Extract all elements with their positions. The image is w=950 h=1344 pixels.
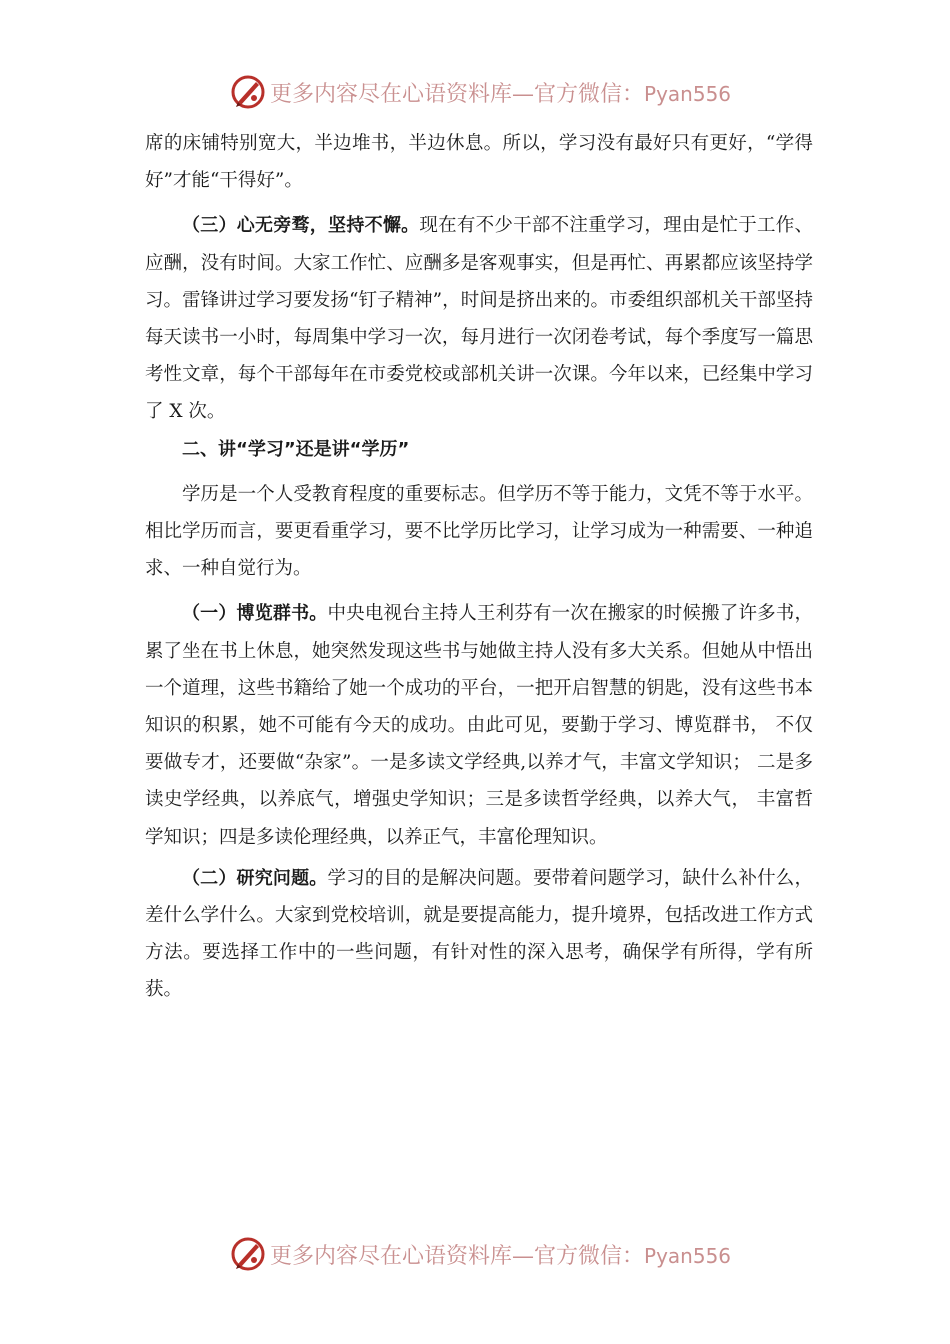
section-heading-2: 二、讲“学习”还是讲“学历” [182, 438, 410, 460]
header-banner [230, 74, 750, 110]
paragraph-1: 席的床铺特别宽大，半边堆书，半边休息。所以，学习没有最好只有更好，“学得好”才能“干得好”。 [145, 133, 813, 192]
paragraph-5 [145, 860, 813, 1009]
header-banner-dash: — [512, 81, 535, 107]
pen-logo-icon [230, 1236, 266, 1272]
pen-logo-icon [230, 74, 266, 110]
paragraph-4 [145, 595, 813, 855]
document-body [145, 125, 813, 1009]
footer-banner-dash: — [512, 1243, 535, 1269]
paragraph-4-text: 中央电视台主持人王利芬有一次在搬家的时候搬了许多书，累了坐在书上休息，她突然发现这些书与她做主持人没有多大关系。但她从中悟出一个道理，这些书籍给了她一个成功的平台，一把开启智慧的钥匙，没有这些书本知识的积累，她不可能有今天的成功。由此可见，要勤于学习、博览群书， 不仅要做专才，还要做“杂家”。一是多读文学经典,以养才气，丰富文学知识； 二是多读史学经典，以养底气，增强史学知识；三是多读哲学经典，以养大气， 丰富哲学知识；四是多读伦理经典，以养正气，丰富伦理知识。 [145, 603, 813, 848]
footer-banner-cn: 更多内容尽在心语资料库 [270, 1243, 513, 1269]
footer-banner-wechat: 官方微信： [534, 1243, 645, 1269]
header-banner-id: Pyan556 [644, 81, 732, 106]
paragraph-2-lead: （三）心无旁骛，坚持不懈。 [182, 215, 420, 237]
paragraph-5-text: 学习的目的是解决问题。要带着问题学习，缺什么补什么，差什么学什么。大家到党校培训，就是要提高能力，提升境界，包括改进工作方式方法。要选择工作中的一些问题，有针对性的深入思考，确保学有所得，学有所获。 [145, 867, 813, 1001]
paragraph-3: 学历是一个人受教育程度的重要标志。但学历不等于能力，文凭不等于水平。相比学历而言，要更看重学习，要不比学历比学习，让学习成为一种需要、一种追求、一种自觉行为。 [145, 483, 813, 580]
paragraph-2 [145, 207, 813, 430]
footer-banner [230, 1236, 750, 1272]
paragraph-4-lead: （一）博览群书。 [182, 603, 328, 625]
footer-banner-text [270, 1239, 731, 1270]
paragraph-2-text: 现在有不少干部不注重学习，理由是忙于工作、应酬，没有时间。大家工作忙、应酬多是客观事实，但是再忙、再累都应该坚持学习。雷锋讲过学习要发扬“钉子精神”，时间是挤出来的。市委组织部机关干部坚持每天读书一小时，每周集中学习一次，每月进行一次闭卷考试，每个季度写一篇思考性文章，每个干部每年在市委党校或部机关讲一次课。今年以来，已经集中学习了 X 次。 [145, 215, 813, 423]
header-banner-cn: 更多内容尽在心语资料库 [270, 81, 513, 107]
header-banner-wechat: 官方微信： [534, 81, 645, 107]
header-banner-text [270, 77, 731, 108]
paragraph-5-lead: （二）研究问题。 [182, 867, 328, 889]
footer-banner-id: Pyan556 [644, 1243, 732, 1268]
